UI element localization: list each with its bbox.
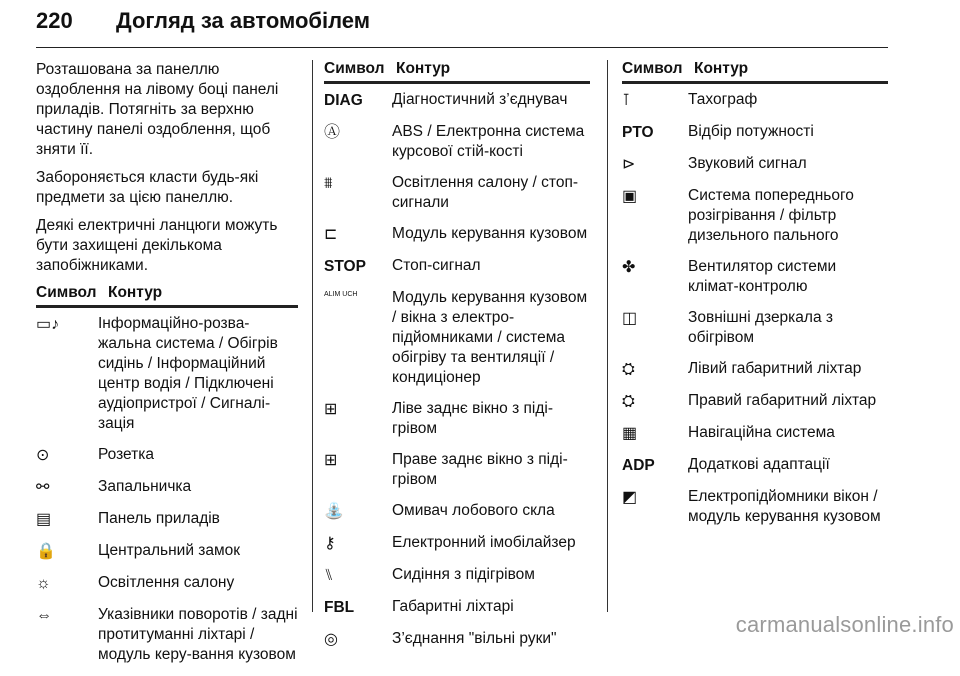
- circuit-label: Система попереднього розігрівання / фільтр дизельного пального: [688, 187, 854, 244]
- circuit-label: Праве заднє вікно з піді-грівом: [392, 451, 568, 488]
- circuit-label: Центральний замок: [98, 542, 241, 559]
- symbol-header: Символ: [622, 60, 683, 77]
- table-row: [622, 455, 888, 487]
- circuit-label: Додаткові адаптації: [688, 456, 830, 473]
- heated-seat-icon: ⑊: [324, 567, 334, 584]
- intro-paragraph: Забороняється класти будь-які предмети за цією панеллю.: [36, 169, 259, 206]
- table-row: [324, 90, 590, 122]
- table-row: [324, 288, 590, 399]
- circuit-label: Модуль керування кузовом: [392, 225, 588, 242]
- table-row: [324, 629, 590, 661]
- circuit-label: Освітлення салону: [98, 574, 235, 591]
- circuit-label: Панель приладів: [98, 510, 220, 527]
- table-row: [324, 597, 590, 629]
- navigation-icon: ▦: [622, 425, 638, 442]
- column-divider: [607, 60, 608, 612]
- rear-window-right-heated-icon: ⊞: [324, 452, 338, 469]
- circuit-label: Вентилятор системи клімат-контролю: [688, 258, 837, 295]
- climate-fan-icon: ✤: [622, 259, 636, 276]
- circuit-label: Навігаційна система: [688, 424, 835, 441]
- table-row: [622, 257, 888, 308]
- interior-stop-light-icon: ⩩: [324, 175, 333, 192]
- table-row: [324, 122, 590, 173]
- circuit-label: Зовнішні дзеркала з обігрівом: [688, 309, 834, 346]
- circuit-label: ABS / Електронна система курсової стій-кості: [392, 123, 585, 160]
- hands-free-icon: ◎: [324, 631, 338, 648]
- table-row: [324, 450, 590, 501]
- table-row: [324, 501, 590, 533]
- circuit-label: Омивач лобового скла: [392, 502, 555, 519]
- immobiliser-icon: ⚷: [324, 535, 336, 552]
- watermark: carmanualsonline.info: [735, 612, 954, 637]
- socket-icon: ⊙: [36, 447, 50, 464]
- interior-light-icon: ☼: [36, 575, 51, 592]
- circuit-label: Габаритні ліхтарі: [392, 598, 514, 615]
- page-header: [36, 6, 888, 48]
- body-control-module-icon: ⊏: [324, 226, 338, 243]
- table-row: [36, 445, 298, 477]
- page-number: 220: [36, 8, 73, 33]
- table-row: [622, 359, 888, 391]
- column-1: [36, 60, 298, 676]
- table-row: [622, 487, 888, 538]
- table-row: [622, 308, 888, 359]
- column-2: [324, 60, 590, 661]
- left-parking-light-icon: ⛭: [622, 361, 635, 378]
- symbol-header: Символ: [36, 284, 97, 301]
- circuit-label: Тахограф: [688, 91, 758, 108]
- table-header: [36, 284, 298, 308]
- column-divider: [312, 60, 313, 612]
- table-header: [622, 60, 888, 84]
- table-row: [36, 541, 298, 573]
- table-row: [622, 90, 888, 122]
- table-row: [324, 565, 590, 597]
- circuit-label: Електропідйомники вікон / модуль керування кузовом: [688, 488, 881, 525]
- table-row: [622, 186, 888, 257]
- symbol-code: FBL: [324, 599, 355, 616]
- table-row: [36, 477, 298, 509]
- washer-icon: ⛲: [324, 503, 344, 520]
- turn-signal-icon: ⇔: [36, 607, 52, 624]
- circuit-header: Контур: [694, 60, 749, 77]
- circuit-label: Лівий габаритний ліхтар: [688, 360, 862, 377]
- circuit-label: Інформаційно-розва-жальна система / Обігрів сидінь / Інформаційний центр водія / Підключені аудіопристрої / Сигналі-зація: [98, 315, 278, 432]
- diesel-preheat-icon: ▣: [622, 188, 638, 205]
- table-header: [324, 60, 590, 84]
- intro-paragraph: Деякі електричні ланцюги можуть бути захищені декількома запобіжниками.: [36, 217, 278, 274]
- circuit-label: Правий габаритний ліхтар: [688, 392, 877, 409]
- circuit-label: Звуковий сигнал: [688, 155, 807, 172]
- column-3: [622, 60, 888, 538]
- circuit-label: Стоп-сигнал: [392, 257, 481, 274]
- horn-icon: ⊳: [622, 156, 636, 173]
- circuit-label: Модуль керування кузовом / вікна з електро-підйомниками / система обігріву та вентиляції / кондиціонер: [392, 289, 588, 386]
- circuit-header: Контур: [396, 60, 451, 77]
- central-lock-icon: 🔒: [36, 543, 56, 560]
- instrument-panel-icon: ▤: [36, 511, 52, 528]
- symbol-code-small: ALIM UCH: [324, 291, 358, 298]
- symbol-code: PTO: [622, 124, 654, 141]
- heated-mirrors-icon: ◫: [622, 310, 638, 327]
- circuit-label: Електронний імобілайзер: [392, 534, 576, 551]
- table-row: [324, 173, 590, 224]
- intro-paragraph: Розташована за панеллю оздоблення на лівому боці панелі приладів. Потягніть за верхню частину панелі оздоблення, щоб зняти її.: [36, 61, 279, 158]
- infotainment-icon: ▭♪: [36, 316, 60, 333]
- table-row: [622, 154, 888, 186]
- power-windows-icon: ◩: [622, 489, 638, 506]
- table-row: [622, 122, 888, 154]
- circuit-label: Указівники поворотів / задні протитуманні ліхтарі / модуль керу-вання кузовом: [98, 606, 298, 663]
- table-row: [36, 573, 298, 605]
- rear-window-left-heated-icon: ⊞: [324, 401, 338, 418]
- circuit-header: Контур: [108, 284, 163, 301]
- table-row: [324, 533, 590, 565]
- symbol-code: STOP: [324, 258, 366, 275]
- circuit-label: З’єднання "вільні руки": [392, 630, 557, 647]
- table-row: [36, 509, 298, 541]
- circuit-label: Освітлення салону / стоп-сигнали: [392, 174, 579, 211]
- circuit-label: Діагностичний з’єднувач: [392, 91, 568, 108]
- circuit-label: Розетка: [98, 446, 154, 463]
- tachograph-icon: ⊺: [622, 92, 631, 109]
- table-row: [324, 256, 590, 288]
- table-row: [324, 399, 590, 450]
- table-row: [36, 605, 298, 676]
- table-row: [622, 423, 888, 455]
- table-row: [324, 224, 590, 256]
- abs-icon: Ⓐ: [324, 124, 341, 141]
- table-row: [622, 391, 888, 423]
- cigarette-lighter-icon: ⚯: [36, 479, 50, 496]
- page-title: Догляд за автомобілем: [116, 8, 371, 33]
- circuit-label: Ліве заднє вікно з піді-грівом: [392, 400, 553, 437]
- symbol-code: ADP: [622, 457, 655, 474]
- symbol-header: Символ: [324, 60, 385, 77]
- circuit-label: Відбір потужності: [688, 123, 814, 140]
- circuit-label: Сидіння з підігрівом: [392, 566, 535, 583]
- table-row: [36, 314, 298, 445]
- circuit-label: Запальничка: [98, 478, 192, 495]
- symbol-code: DIAG: [324, 92, 363, 109]
- right-parking-light-icon: ⛭: [622, 393, 635, 410]
